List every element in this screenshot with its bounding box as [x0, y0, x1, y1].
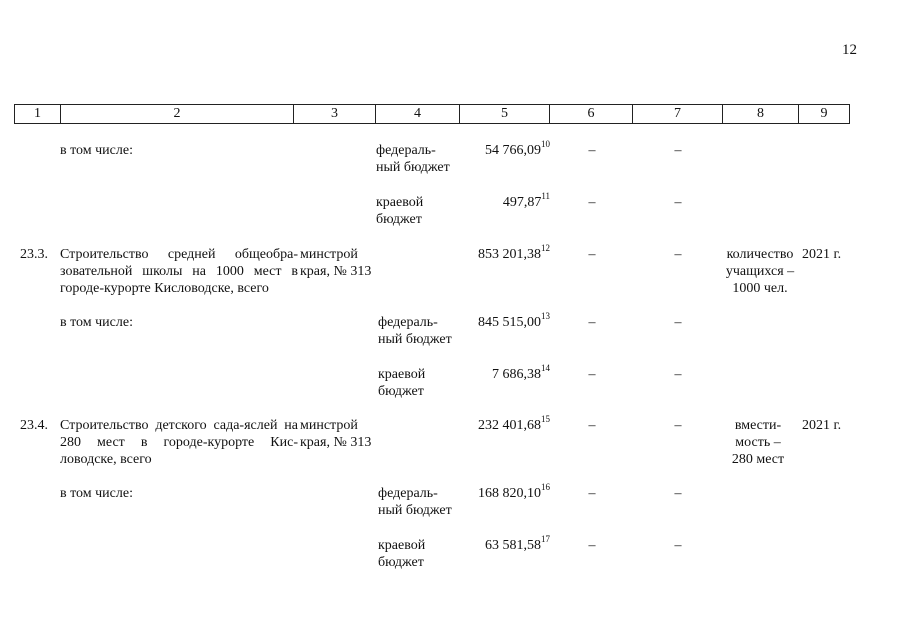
indicator: вмести-мость – 280 мест: [731, 418, 785, 467]
row-label: в том числе:: [60, 486, 133, 501]
amount: [452, 311, 550, 331]
header-col-1: 1: [15, 105, 61, 123]
col7-dash: –: [674, 486, 682, 501]
executor: минстрой края, № 313: [300, 247, 372, 279]
amount-value: 853 201,38: [478, 247, 541, 262]
item-name: Строительство детского сада-яслей на 280 мест в городе-курорте Кис-ловодске, всего: [60, 418, 298, 467]
amount: [452, 363, 550, 383]
budget-source: краевой бюджет: [378, 538, 426, 570]
col6-dash: –: [588, 315, 596, 330]
col6-dash: –: [588, 195, 596, 210]
col6-dash: –: [588, 538, 596, 553]
year: 2021 г.: [802, 247, 842, 262]
budget-source: федераль- ный бюджет: [376, 143, 450, 175]
col7-dash: –: [674, 143, 682, 158]
item-number: 23.3.: [20, 247, 48, 262]
item-name: Строительство средней общеобра-зовательной школы на 1000 мест в городе-курорте Кисловодске, всего: [60, 247, 298, 296]
executor: минстрой края, № 313: [300, 418, 372, 450]
header-col-2: 2: [61, 105, 294, 123]
amount-value: 54 766,09: [485, 143, 541, 158]
amount: [452, 534, 550, 554]
row-label: в том числе:: [60, 143, 133, 158]
col7-dash: –: [674, 367, 682, 382]
budget-source: краевой бюджет: [378, 367, 426, 399]
amount: [452, 243, 550, 263]
header-col-5: 5: [460, 105, 550, 123]
amount-value: 7 686,38: [492, 367, 541, 382]
amount-value: 63 581,58: [485, 538, 541, 553]
amount-value: 168 820,10: [478, 486, 541, 501]
col6-dash: –: [588, 486, 596, 501]
col6-dash: –: [588, 247, 596, 262]
col6-dash: –: [588, 418, 596, 433]
amount: [452, 414, 550, 434]
budget-source: краевой бюджет: [376, 195, 424, 227]
footnote-mark: 10: [541, 139, 550, 150]
budget-source: федераль- ный бюджет: [378, 315, 452, 347]
footnote-mark: 15: [541, 414, 550, 425]
footnote-mark: 17: [541, 534, 550, 545]
col6-dash: –: [588, 367, 596, 382]
header-col-8: 8: [723, 105, 799, 123]
page-number: 12: [842, 42, 857, 58]
header-col-6: 6: [550, 105, 633, 123]
header-col-9: 9: [820, 106, 828, 121]
header-col-4: 4: [376, 105, 460, 123]
amount-value: 232 401,68: [478, 418, 541, 433]
amount: [452, 482, 550, 502]
col7-dash: –: [674, 538, 682, 553]
col7-dash: –: [674, 315, 682, 330]
table-header: [14, 104, 850, 124]
footnote-mark: 14: [541, 363, 550, 374]
header-col-3: 3: [294, 105, 376, 123]
item-number: 23.4.: [20, 418, 48, 433]
year: 2021 г.: [802, 418, 842, 433]
footnote-mark: 11: [541, 191, 550, 202]
amount: [452, 139, 550, 159]
footnote-mark: 13: [541, 311, 550, 322]
amount-value: 845 515,00: [478, 315, 541, 330]
row-label: в том числе:: [60, 315, 133, 330]
header-col-7: 7: [633, 105, 723, 123]
amount-value: 497,87: [502, 195, 542, 210]
amount: [452, 191, 550, 211]
budget-source: федераль- ный бюджет: [378, 486, 452, 518]
col7-dash: –: [674, 247, 682, 262]
footnote-mark: 12: [541, 243, 550, 254]
col7-dash: –: [674, 418, 682, 433]
col7-dash: –: [674, 195, 682, 210]
footnote-mark: 16: [541, 482, 550, 493]
indicator: количество учащихся – 1000 чел.: [725, 247, 795, 296]
col6-dash: –: [588, 143, 596, 158]
